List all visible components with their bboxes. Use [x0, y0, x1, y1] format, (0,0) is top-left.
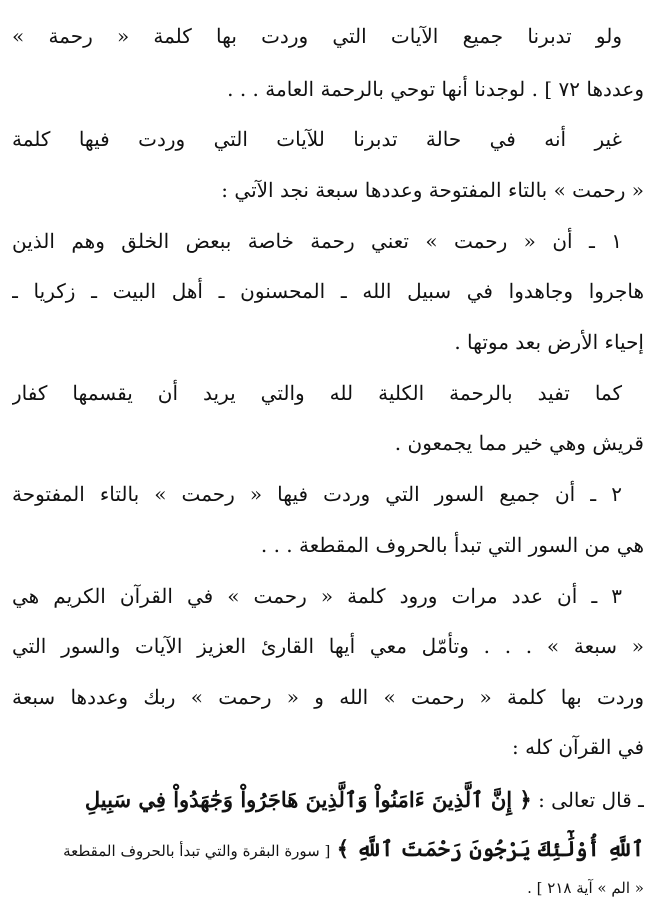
item-1-line-3: إحياء الأرض بعد موتها . — [454, 330, 644, 354]
verse-reference-part-1: [ سورة البقرة والتي تبدأ بالحروف المقطعة — [63, 842, 331, 860]
item-3-line-3: وردت بها كلمة « رحمت » الله و « رحمت » ربك وعددها سبعة — [12, 685, 644, 709]
item-2-line-1: ٢ ـ أن جميع السور التي وردت فيها « رحمت » بالتاء المفتوحة — [12, 482, 622, 506]
quran-quote-line-1 — [12, 781, 644, 821]
item-2-line-2: هي من السور التي تبدأ بالحروف المقطعة . . . — [260, 533, 644, 557]
item-1-line-1: ١ ـ أن « رحمت » تعني رحمة خاصة ببعض الخلق وهم الذين — [12, 229, 622, 253]
paragraph-3-line-2: قريش وهي خير مما يجمعون . — [394, 431, 644, 455]
verse-reference-part-2: « الم » آية ٢١٨ ] . — [527, 879, 644, 897]
paragraph-2-line-2: « رحمت » بالتاء المفتوحة وعددها سبعة نجد الآتي : — [221, 178, 644, 202]
quran-quote-line-2 — [12, 830, 644, 870]
quran-verse-part-1: ﴿ إِنَّ ٱلَّذِينَ ءَامَنُواْ وَٱلَّذِينَ هَاجَرُواْ وَجَٰهَدُواْ فِي سَبِيلِ — [84, 787, 532, 812]
paragraph-2-line-1: غير أنه في حالة تدبرنا للآيات التي وردت فيها كلمة — [12, 127, 622, 151]
quran-verse-part-2: ٱللَّهِ أُوْلَٰٓئِكَ يَرْجُونَ رَحْمَتَ ٱللَّهِ ﴾ — [336, 836, 644, 861]
quote-lead: ـ قال تعالى : — [538, 788, 644, 812]
item-3-line-1: ٣ ـ أن عدد مرات ورود كلمة « رحمت » في القرآن الكريم هي — [12, 584, 622, 608]
paragraph-3-line-1: كما تفيد بالرحمة الكلية لله والتي يريد أن يقسمها كفار — [12, 381, 622, 405]
item-1-line-2: هاجروا وجاهدوا في سبيل الله ـ المحسنون ـ أهل البيت ـ زكريا ـ — [12, 279, 644, 303]
paragraph-1-line-1: ولو تدبرنا جميع الآيات التي وردت بها كلمة « رحمة » — [12, 24, 622, 48]
paragraph-1-line-2: وعددها ٧٢ ] . لوجدنا أنها توحي بالرحمة العامة . . . — [227, 77, 644, 101]
item-3-line-2: « سبعة » . . . وتأمّل معي أيها القارئ العزيز الآيات والسور التي — [12, 634, 644, 658]
item-3-line-4: في القرآن كله : — [512, 735, 644, 759]
